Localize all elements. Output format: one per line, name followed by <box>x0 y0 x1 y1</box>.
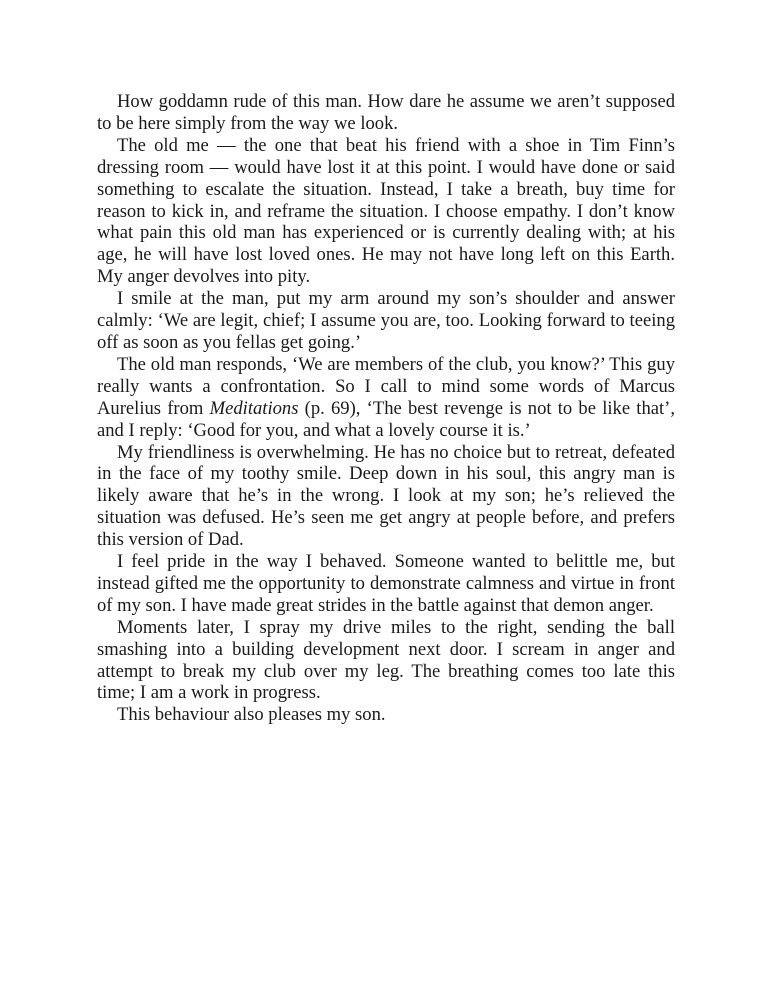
paragraph-5: My friendliness is overwhelming. He has no choice but to retreat, defeated in the face of my toothy smile. Deep down in his soul, this angry man is likely aware that he’s in the wrong. I look at my son; he’s relieved the situation was defused. He’s seen me get angry at people before, and prefers this version of Dad. <box>97 441 675 551</box>
book-title-italic: Meditations <box>209 397 299 419</box>
book-page-body <box>97 91 675 726</box>
paragraph-4 <box>97 354 675 442</box>
paragraph-4-before: The old man responds, ‘We are members of the club, you know?’ This guy really wants a confrontation. So I call to mind some words of Marcus Aurelius from <box>97 353 675 419</box>
paragraph-2: The old me — the one that beat his friend with a shoe in Tim Finn’s dressing room — would have lost it at this point. I would have done or said something to escalate the situation. Instead, I take a breath, buy time for reason to kick in, and reframe the situation. I choose empathy. I don’t know what pain this old man has experienced or is currently dealing with; at his age, he will have lost loved ones. He may not have long left on this Earth. My anger devolves into pity. <box>97 134 675 288</box>
paragraph-4-after: (p. 69), ‘The best revenge is not to be like that’, and I reply: ‘Good for you, and what a lovely course it is.’ <box>97 397 676 441</box>
paragraph-8: This behaviour also pleases my son. <box>117 704 386 726</box>
paragraph-3: I smile at the man, put my arm around my son’s shoulder and answer calmly: ‘We are legit, chief; I assume you are, too. Looking forward to teeing off as soon as you fellas get going.’ <box>97 288 675 353</box>
paragraph-7: Moments later, I spray my drive miles to the right, sending the ball smashing into a building development next door. I scream in anger and attempt to break my club over my leg. The breathing comes too late this time; I am a work in progress. <box>97 616 675 704</box>
paragraph-1: How goddamn rude of this man. How dare he assume we aren’t supposed to be here simply from the way we look. <box>97 91 675 134</box>
paragraph-6: I feel pride in the way I behaved. Someone wanted to belittle me, but instead gifted me the opportunity to demonstrate calmness and virtue in front of my son. I have made great strides in the battle against that demon anger. <box>97 551 675 616</box>
